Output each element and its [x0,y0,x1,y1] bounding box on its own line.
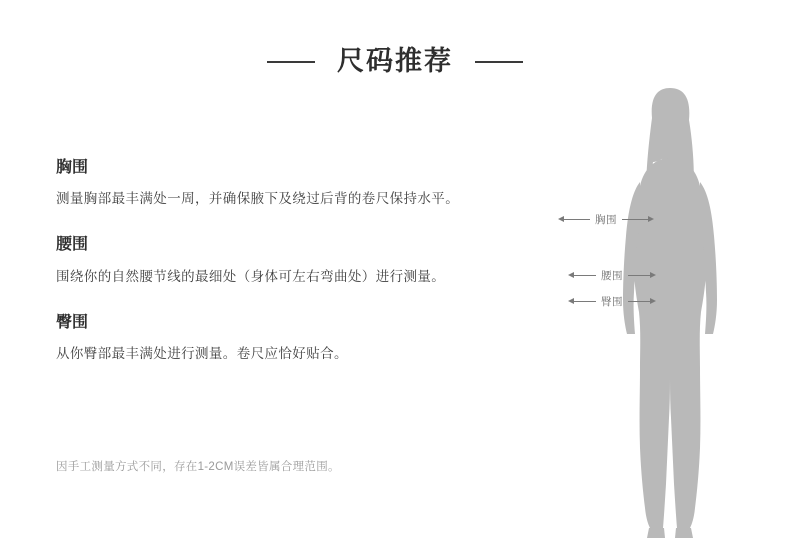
body-figure [550,0,790,550]
marker-label: 胸围 [595,213,617,226]
marker-label: 臀围 [601,295,623,308]
title-rule-right [475,61,523,63]
measurement-title: 腰围 [56,236,89,254]
arrow-left-icon [568,298,596,304]
disclaimer-note: 因手工测量方式不同，存在1-2CM误差皆属合理范围。 [56,461,340,473]
measurement-list [56,158,576,390]
measurement-item-bust [56,158,576,209]
measurement-description: 围绕你的自然腰节线的最细处（身体可左右弯曲处）进行测量。 [56,268,446,284]
arrow-right-icon [628,272,656,278]
measurement-description: 测量胸部最丰满处一周，并确保腋下及绕过后背的卷尺保持水平。 [56,191,460,207]
marker-bust [558,212,654,226]
marker-label: 腰围 [601,269,623,282]
measurement-item-hip [56,313,576,364]
measurement-title: 胸围 [56,159,89,176]
title-rule-left [267,61,315,63]
arrow-right-icon [622,216,654,222]
marker-waist [568,268,656,282]
measurement-description: 从你臀部最丰满处进行测量。卷尺应恰好贴合。 [56,346,348,362]
marker-hip [568,294,656,308]
measurement-item-waist [56,235,576,286]
arrow-right-icon [628,298,656,304]
arrow-left-icon [558,216,590,222]
measurement-title: 臀围 [56,313,89,331]
arrow-left-icon [568,272,596,278]
page-title: 尺码推荐 [337,46,453,76]
